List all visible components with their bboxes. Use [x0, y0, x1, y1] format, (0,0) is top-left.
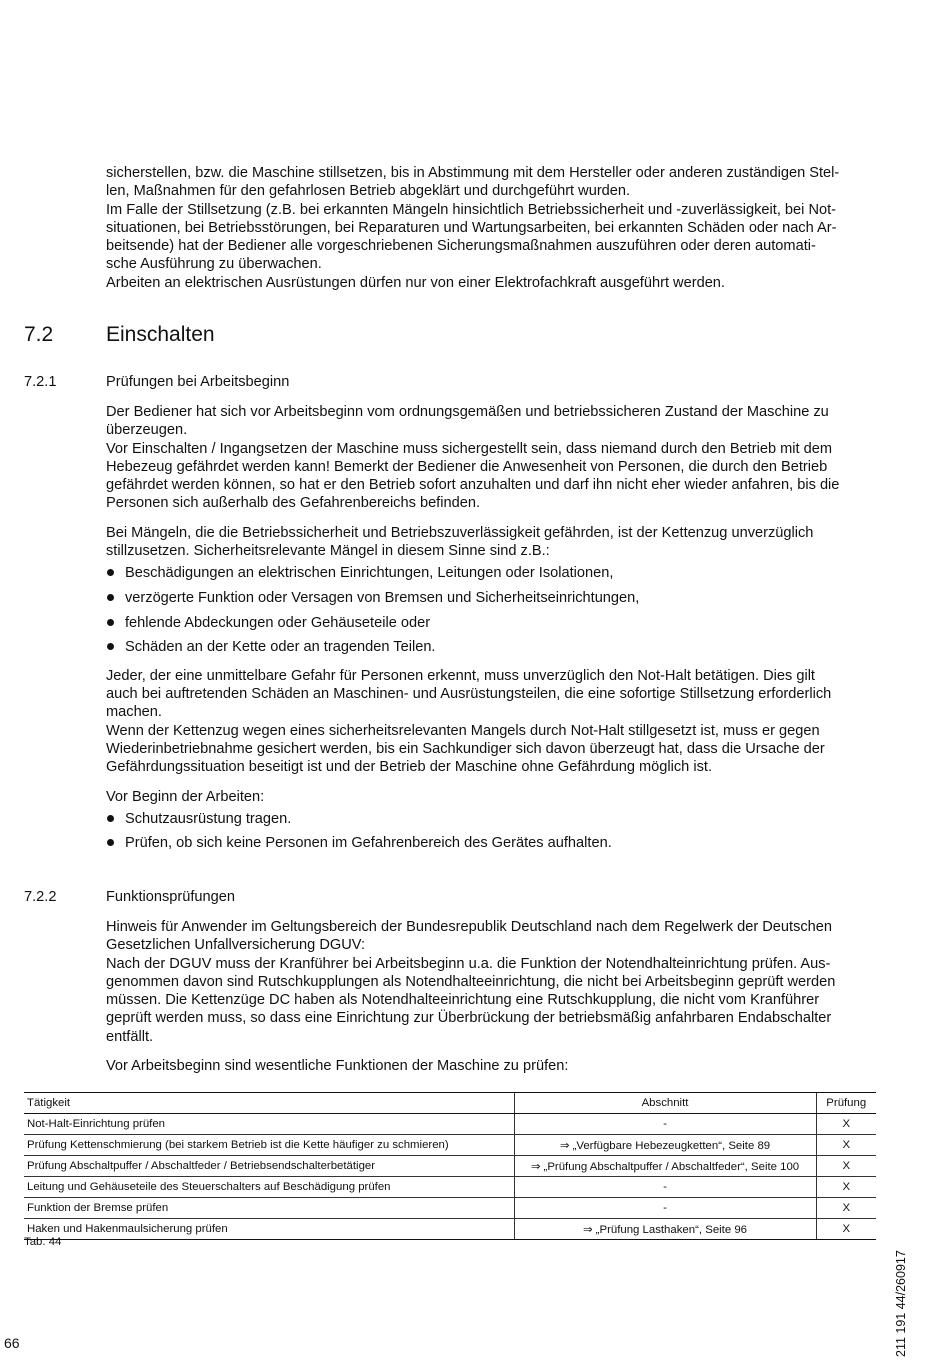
table-row [24, 1177, 876, 1198]
text-line: auch bei auftretenden Schäden an Maschinen- und Ausrüstungsteilen, die eine sofortige Stillsetzung erforderlich [106, 686, 832, 703]
bullet-icon [107, 594, 114, 601]
bullet-icon [107, 815, 114, 822]
text-line: genommen davon sind Rutschkupplungen als Notendhalteeinrichtung, die nicht bei Arbeitsbeginn geprüft werden [106, 973, 836, 990]
table-row [24, 1135, 876, 1156]
note-heading: Hinweis für Anwender im Geltungsbereich der Bundesrepublik Deutschland nach dem Regelwerk der Deutschen [106, 919, 833, 935]
text-line: Personen sich außerhalb des Gefahrenbereichs befinden. [106, 495, 481, 512]
activity-cell: Not-Halt-Einrichtung prüfen [24, 1114, 514, 1135]
text-line: Arbeiten an elektrischen Ausrüstungen dürfen nur von einer Elektrofachkraft ausgeführt werden. [106, 274, 725, 291]
text-line: Wenn der Kettenzug wegen eines sicherheitsrelevanten Mangels durch Not-Halt stillgesetzt ist, muss er gegen [106, 722, 820, 739]
text-line: stillzusetzen. Sicherheitsrelevante Mängel in diesem Sinne sind z.B.: [106, 543, 550, 560]
text-line: len, Maßnahmen für den gefahrlosen Betrieb abgeklärt und durchgeführt wurden. [106, 183, 631, 200]
list-item: Schäden an der Kette oder an tragenden Teilen. [106, 638, 876, 663]
section-cell: - [514, 1114, 816, 1135]
text-line: Nach der DGUV muss der Kranführer bei Arbeitsbeginn u.a. die Funktion der Notendhalteinrichtung prüfen. Aus- [106, 955, 831, 972]
table-row [24, 1219, 876, 1240]
activity-cell: Haken und Hakenmaulsicherung prüfen [24, 1219, 514, 1240]
subsection-7-2-2-body [106, 918, 876, 1075]
section-number: 7.2 [24, 323, 54, 346]
defects-list [106, 564, 876, 662]
text-line: Gefährdungssituation beseitigt ist und der Betrieb der Maschine ohne Gefährdung möglich ist. [106, 759, 712, 776]
text-line: Wiederinbetriebnahme gesichert werden, bis ein Sachkundiger sich davon überzeugt hat, dass die Ursache der [106, 740, 825, 757]
table-row [24, 1114, 876, 1135]
text-line: Im Falle der Stillsetzung (z.B. bei erkannten Mängeln hinsichtlich Betriebssicherheit und -zuverlässigkeit, bei Not- [106, 201, 837, 218]
subsection-title: Prüfungen bei Arbeitsbeginn [106, 374, 290, 390]
section-title: Einschalten [106, 323, 215, 346]
text-line: Vor Einschalten / Ingangsetzen der Maschine muss sichergestellt sein, dass niemand durch den Betrieb mit dem [106, 440, 833, 457]
bullet-icon [107, 619, 114, 626]
section-link[interactable]: ⇒ „Prüfung Abschaltpuffer / Abschaltfeder“, Seite 100 [514, 1156, 816, 1177]
table-header-row [24, 1093, 876, 1114]
table-row [24, 1156, 876, 1177]
subsection-7-2-1-body [106, 403, 876, 859]
text-line: Bei Mängeln, die die Betriebssicherheit und Betriebszuverlässigkeit gefährden, ist der Kettenzug unverzüglich [106, 524, 814, 541]
text-line: sicherstellen, bzw. die Maschine stillsetzen, bis in Abstimmung mit dem Hersteller oder anderen zuständigen Stel- [106, 165, 840, 181]
text-line: Jeder, der eine unmittelbare Gefahr für Personen erkennt, muss unverzüglich den Not-Halt betätigen. Dies gilt [106, 667, 815, 684]
text-line: entfällt. [106, 1028, 154, 1045]
section-link[interactable]: ⇒ „Verfügbare Hebezeugketten“, Seite 89 [514, 1135, 816, 1156]
function-checks-table [24, 1092, 876, 1240]
document-number: 211 191 44/260917 [894, 1250, 908, 1357]
page-number: 66 [4, 1335, 20, 1351]
text-line: müssen. Die Kettenzüge DC haben als Notendhalteeinrichtung eine Rutschkupplung, die nicht vom Kranführer [106, 992, 820, 1009]
table-caption: Tab. 44 [24, 1236, 62, 1248]
text-line: situationen, bei Betriebsstörungen, bei Reparaturen und Wartungsarbeiten, bei erkannten Schäden oder nach Ar- [106, 219, 837, 236]
check-cell: X [816, 1177, 876, 1198]
check-cell: X [816, 1114, 876, 1135]
text-line: beitsende) hat der Bediener alle vorgeschriebenen Sicherungsmaßnahmen auszuführen oder deren automati- [106, 238, 816, 255]
list-item: Schutzausrüstung tragen. [106, 810, 876, 835]
column-header-check: Prüfung [816, 1093, 876, 1114]
column-header-section: Abschnitt [514, 1093, 816, 1114]
precautions-list [106, 810, 876, 859]
subsection-number: 7.2.2 [24, 889, 57, 905]
text-line: Vor Beginn der Arbeiten: [106, 788, 265, 805]
activity-cell: Prüfung Abschaltpuffer / Abschaltfeder / Betriebsendschalterbetätiger [24, 1156, 514, 1177]
check-cell: X [816, 1219, 876, 1240]
list-item: Beschädigungen an elektrischen Einrichtungen, Leitungen oder Isolationen, [106, 564, 876, 589]
text-line: machen. [106, 704, 162, 721]
bullet-icon [107, 839, 114, 846]
bullet-icon [107, 569, 114, 576]
activity-cell: Funktion der Bremse prüfen [24, 1198, 514, 1219]
subsection-title: Funktionsprüfungen [106, 889, 235, 905]
check-cell: X [816, 1135, 876, 1156]
note-heading: Gesetzlichen Unfallversicherung DGUV: [106, 937, 366, 954]
list-item: fehlende Abdeckungen oder Gehäuseteile oder [106, 614, 876, 639]
text-line: Vor Arbeitsbeginn sind wesentliche Funktionen der Maschine zu prüfen: [106, 1058, 569, 1075]
text-line: Der Bediener hat sich vor Arbeitsbeginn vom ordnungsgemäßen und betriebssicheren Zustand der Maschine zu [106, 404, 829, 420]
text-line: überzeugen. [106, 422, 188, 439]
column-header-activity: Tätigkeit [24, 1093, 514, 1114]
intro-paragraph [106, 164, 876, 292]
activity-cell: Prüfung Kettenschmierung (bei starkem Betrieb ist die Kette häufiger zu schmieren) [24, 1135, 514, 1156]
table-row [24, 1198, 876, 1219]
activity-cell: Leitung und Gehäuseteile des Steuerschalters auf Beschädigung prüfen [24, 1177, 514, 1198]
section-cell: - [514, 1198, 816, 1219]
text-line: geprüft werden muss, so dass eine Einrichtung zur Überbrückung der betriebsmäßig anfahrbaren Endabschalter [106, 1010, 832, 1027]
check-cell: X [816, 1156, 876, 1177]
check-cell: X [816, 1198, 876, 1219]
text-line: gefährdet werden können, so hat er den Betrieb sofort anzuhalten und darf ihn nicht eher wieder anfahren, bis die [106, 477, 840, 494]
text-line: Hebezeug gefährdet werden kann! Bemerkt der Bediener die Anwesenheit von Personen, die durch den Betrieb [106, 458, 828, 475]
list-item: verzögerte Funktion oder Versagen von Bremsen und Sicherheitseinrichtungen, [106, 589, 876, 614]
section-cell: - [514, 1177, 816, 1198]
subsection-number: 7.2.1 [24, 374, 57, 390]
text-line: sche Ausführung zu überwachen. [106, 256, 322, 273]
section-link[interactable]: ⇒ „Prüfung Lasthaken“, Seite 96 [514, 1219, 816, 1240]
bullet-icon [107, 643, 114, 650]
list-item: Prüfen, ob sich keine Personen im Gefahrenbereich des Gerätes aufhalten. [106, 834, 876, 859]
